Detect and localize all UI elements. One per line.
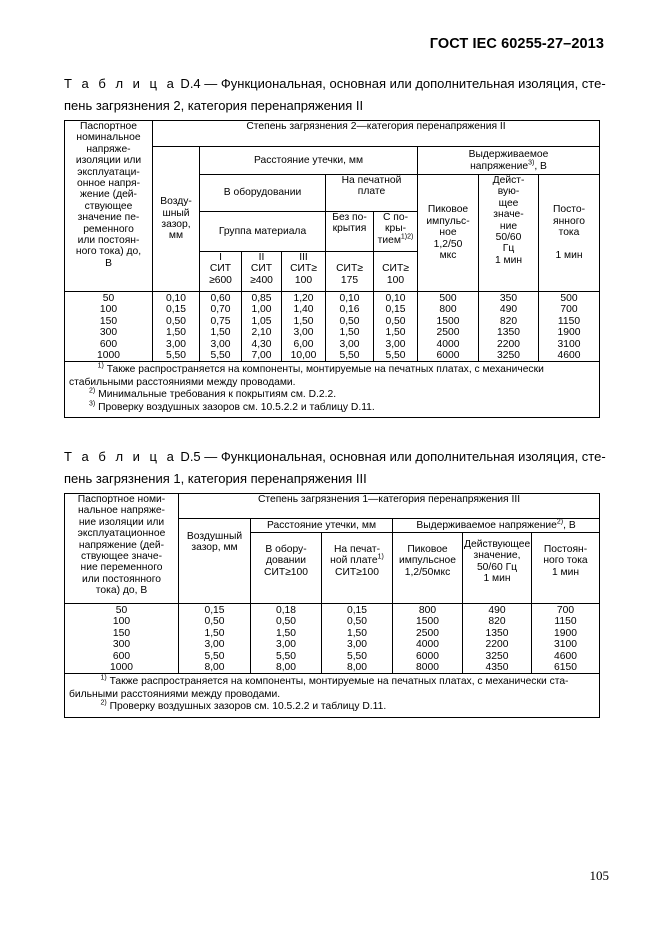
uncoated-column: 0,10 0,16 0,50 1,50 3,00 5,50: [326, 292, 374, 362]
withstand-voltage-header: Выдерживаемое напряжение$^{2)}$, В: [393, 519, 600, 533]
on-pcb-header: На печат- ной плате$^{1)}$ СИТ≥100: [322, 533, 393, 604]
table-d5: [64, 493, 600, 718]
coated-header: С по- кры- тием$^{1)2)}$: [374, 212, 418, 252]
creepage-header: Расстояние утечки, мм: [200, 147, 418, 175]
ac-column: 490 820 1350 2200 3250 4350: [463, 604, 532, 674]
creepage-header: Расстояние утечки, мм: [251, 519, 393, 533]
coated-column: 0,10 0,15 0,50 1,50 3,00 5,50: [374, 292, 418, 362]
peak-impulse-header: Пиковое импульс- ное 1,2/50 мкс: [418, 175, 479, 292]
caption-text: пень загрязнения 2, категория перенапряжения II: [64, 98, 364, 113]
air-gap-column: 0,15 0,50 1,50 3,00 5,50 8,00: [179, 604, 251, 674]
on-pcb-column: 0,15 0,50 1,50 3,00 5,50 8,00: [322, 604, 393, 674]
in-equipment-header: В обору- довании СИТ≥100: [251, 533, 322, 604]
pollution-degree-header: Степень загрязнения 2—категория перенапряжения II: [153, 121, 600, 147]
uncoated-header: Без по- крытия: [326, 212, 374, 252]
dc-header: Посто- янного тока 1 мин: [539, 175, 600, 292]
rated-voltage-header: Паспортное номи- нальное напряже- ние изоляции или эксплуатационное напряжение (дей- ствующее значе- ние переменного или постоянного тока) до, В: [65, 494, 179, 604]
table-d4-caption: [64, 73, 606, 117]
standard-header: ГОСТ IEC 60255-27–2013: [429, 36, 604, 52]
ac-column: 350 490 820 1350 2200 3250: [479, 292, 539, 362]
rated-voltage-header: Паспортное номинальное напряже- изоляции или эксплуатаци- онное напря- жение (дей- ствующее значение пе- ременного или постоян- ного тока) до, В: [65, 121, 153, 292]
table-d5-caption: [64, 446, 606, 490]
dc-header: Постоян- ного тока 1 мин: [532, 533, 600, 604]
caption-prefix: Т а б л и ц а: [64, 449, 177, 464]
air-gap-column: 0,10 0,15 0,50 1,50 3,00 5,50: [153, 292, 200, 362]
caption-text: D.4 — Функциональная, основная или дополнительная изоляция, сте-: [176, 76, 606, 91]
caption-text: D.5 — Функциональная, основная или дополнительная изоляция, сте-: [176, 449, 606, 464]
withstand-voltage-header: Выдерживаемое напряжение$^{3)}$, В: [418, 147, 600, 175]
on-pcb-header: На печатной плате: [326, 175, 418, 212]
dc-column: 500 700 1150 1900 3100 4600: [539, 292, 600, 362]
material-group-iii: III СИТ≥ 100: [282, 252, 326, 292]
material-group-i: I СИТ ≥600: [200, 252, 242, 292]
group-ii-column: 0,85 1,00 1,05 2,10 4,30 7,00: [242, 292, 282, 362]
in-equipment-header: В оборудовании: [200, 175, 326, 212]
table-d4: [64, 120, 600, 418]
ac-rms-header: Действующее значение, 50/60 Гц 1 мин: [463, 533, 532, 604]
group-iii-column: 1,20 1,40 1,50 3,00 6,00 10,00: [282, 292, 326, 362]
peak-column: 800 1500 2500 4000 6000 8000: [393, 604, 463, 674]
coated-material: СИТ≥ 100: [374, 252, 418, 292]
material-group-header: Группа материала: [200, 212, 326, 252]
voltage-column: 50 100 150 300 600 1000: [65, 292, 153, 362]
in-equipment-column: 0,18 0,50 1,50 3,00 5,50 8,00: [251, 604, 322, 674]
pollution-degree-header: Степень загрязнения 1—категория перенапряжения III: [179, 494, 600, 519]
material-group-ii: II СИТ ≥400: [242, 252, 282, 292]
table-row: [65, 292, 600, 362]
air-gap-header: Возду- шный зазор, мм: [153, 147, 200, 292]
ac-rms-header: Дейст- вую- щее значе- ние 50/60 Гц 1 мин: [479, 175, 539, 292]
table-row: [65, 604, 600, 674]
page-number: 105: [589, 868, 609, 883]
air-gap-header: Воздушный зазор, мм: [179, 519, 251, 604]
table-footnotes: $^{1)}$ Также распространяется на компоненты, монтируемые на печатных платах, с механически ста- бильными расстояниями между проводами. $^{2)}$ Проверку воздушных зазоров см. 10.5.2.2 и таблицу D.11.: [65, 674, 600, 718]
uncoated-material: СИТ≥ 175: [326, 252, 374, 292]
peak-column: 500 800 1500 2500 4000 6000: [418, 292, 479, 362]
group-i-column: 0,60 0,70 0,75 1,50 3,00 5,50: [200, 292, 242, 362]
table-footnotes: $^{1)}$ Также распространяется на компоненты, монтируемые на печатных платах, с механически стабильными расстояниями между проводами. $^{2)}$ Минимальные требования к покрытиям см. D.2.2. $^{3)}$ Проверку воздушных зазоров см. 10.5.2.2 и таблицу D.11.: [65, 362, 600, 418]
voltage-column: 50 100 150 300 600 1000: [65, 604, 179, 674]
dc-column: 700 1150 1900 3100 4600 6150: [532, 604, 600, 674]
caption-text: пень загрязнения 1, категория перенапряжения III: [64, 471, 367, 486]
peak-impulse-header: Пиковое импульсное 1,2/50мкс: [393, 533, 463, 604]
caption-prefix: Т а б л и ц а: [64, 76, 177, 91]
